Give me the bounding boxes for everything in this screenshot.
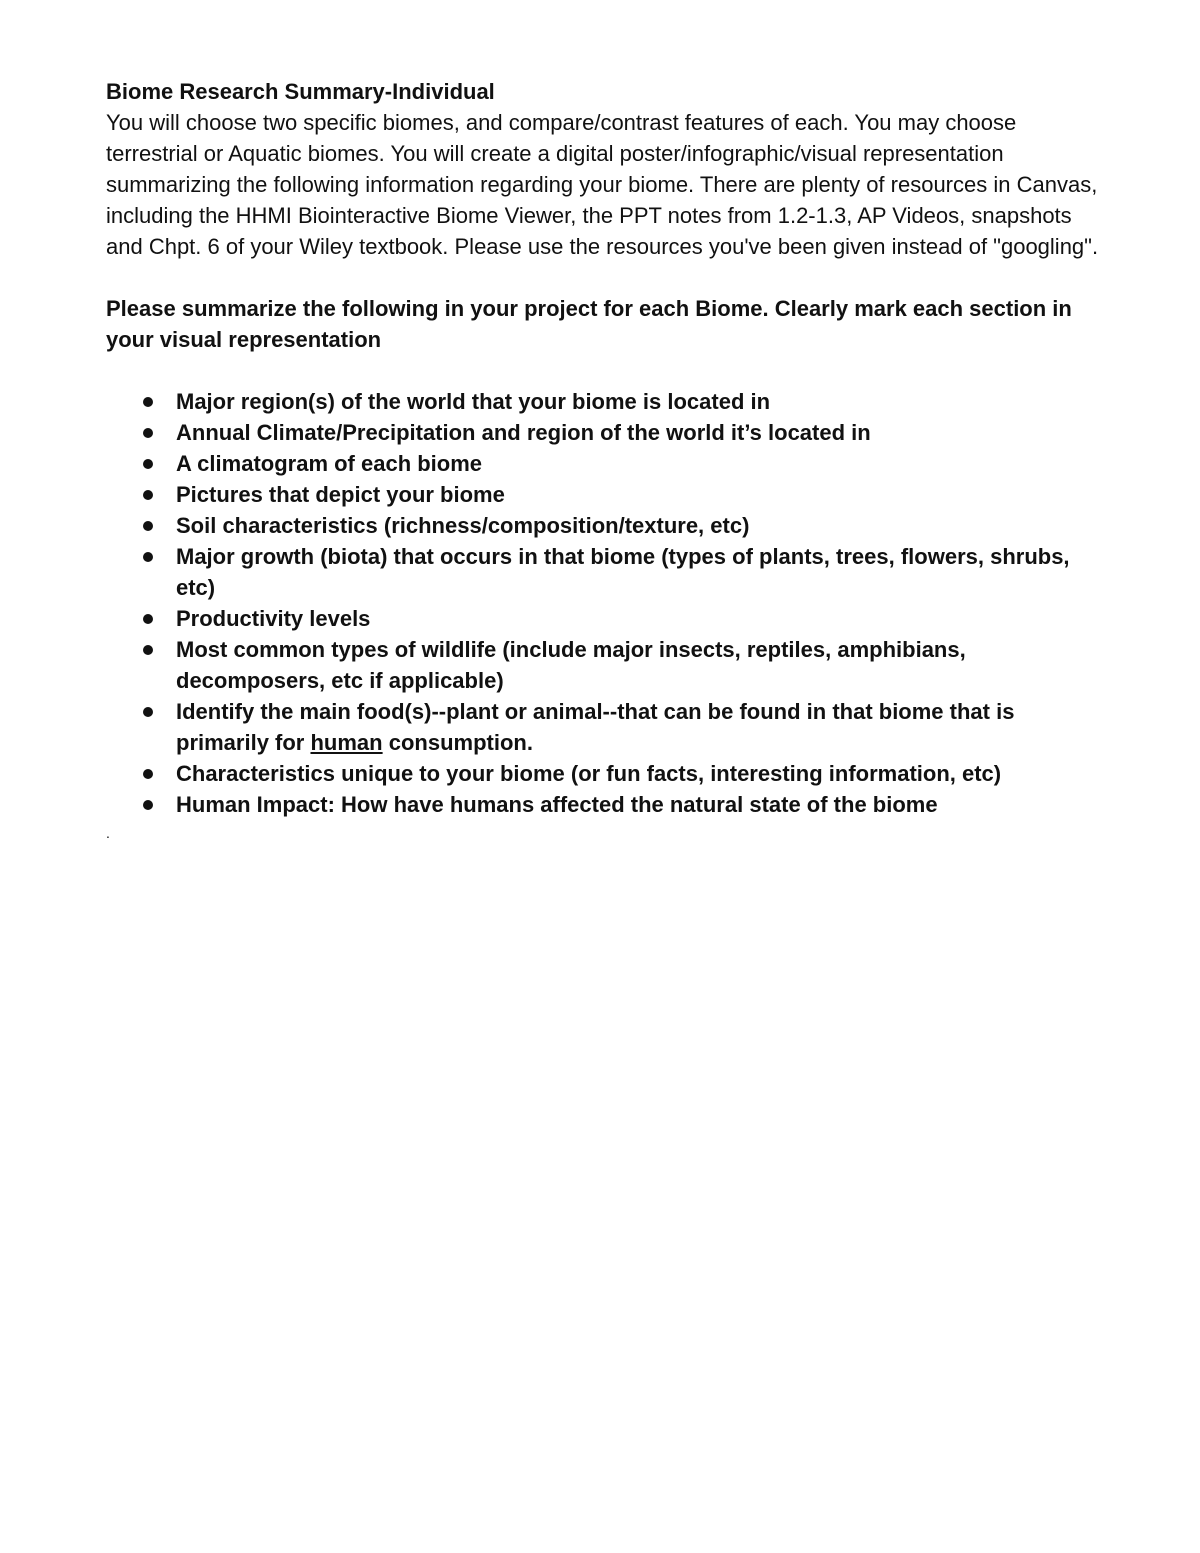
list-item: Identify the main food(s)--plant or animal--that can be found in that biome that is primarily for human consumption. <box>176 696 1106 758</box>
instructions-paragraph: Please summarize the following in your project for each Biome. Clearly mark each section in your visual representation <box>106 296 1072 352</box>
list-item: Human Impact: How have humans affected the natural state of the biome <box>176 789 1106 820</box>
intro-paragraph: You will choose two specific biomes, and compare/contrast features of each. You may choose terrestrial or Aquatic biomes. You will create a digital poster/infographic/visual representation summarizing the following information regarding your biome. There are plenty of resources in Canvas, including the HHMI Biointeractive Biome Viewer, the PPT notes from 1.2-1.3, AP Videos, snapshots and Chpt. 6 of your Wiley textbook. Please use the resources you've been given instead of "googling". <box>106 110 1099 259</box>
document-page <box>106 76 1106 842</box>
bullet-icon <box>143 397 153 407</box>
list-item: A climatogram of each biome <box>176 448 1106 479</box>
list-item: Major growth (biota) that occurs in that biome (types of plants, trees, flowers, shrubs, etc) <box>176 541 1106 603</box>
underlined-word: human <box>310 730 383 755</box>
bullet-icon <box>143 645 153 655</box>
trailing-mark: . <box>106 825 110 841</box>
list-item: Major region(s) of the world that your biome is located in <box>176 386 1106 417</box>
requirements-list <box>106 386 1106 820</box>
list-item: Soil characteristics (richness/composition/texture, etc) <box>176 510 1106 541</box>
list-item: Most common types of wildlife (include major insects, reptiles, amphibians, decomposers, etc if applicable) <box>176 634 1106 696</box>
bullet-icon <box>143 459 153 469</box>
document-title: Biome Research Summary-Individual <box>106 79 495 104</box>
list-item: Annual Climate/Precipitation and region of the world it’s located in <box>176 417 1106 448</box>
bullet-icon <box>143 707 153 717</box>
bullet-icon <box>143 428 153 438</box>
list-item: Productivity levels <box>176 603 1106 634</box>
bullet-icon <box>143 552 153 562</box>
bullet-icon <box>143 800 153 810</box>
bullet-icon <box>143 490 153 500</box>
bullet-icon <box>143 521 153 531</box>
list-item: Pictures that depict your biome <box>176 479 1106 510</box>
bullet-icon <box>143 614 153 624</box>
bullet-icon <box>143 769 153 779</box>
list-item: Characteristics unique to your biome (or fun facts, interesting information, etc) <box>176 758 1106 789</box>
